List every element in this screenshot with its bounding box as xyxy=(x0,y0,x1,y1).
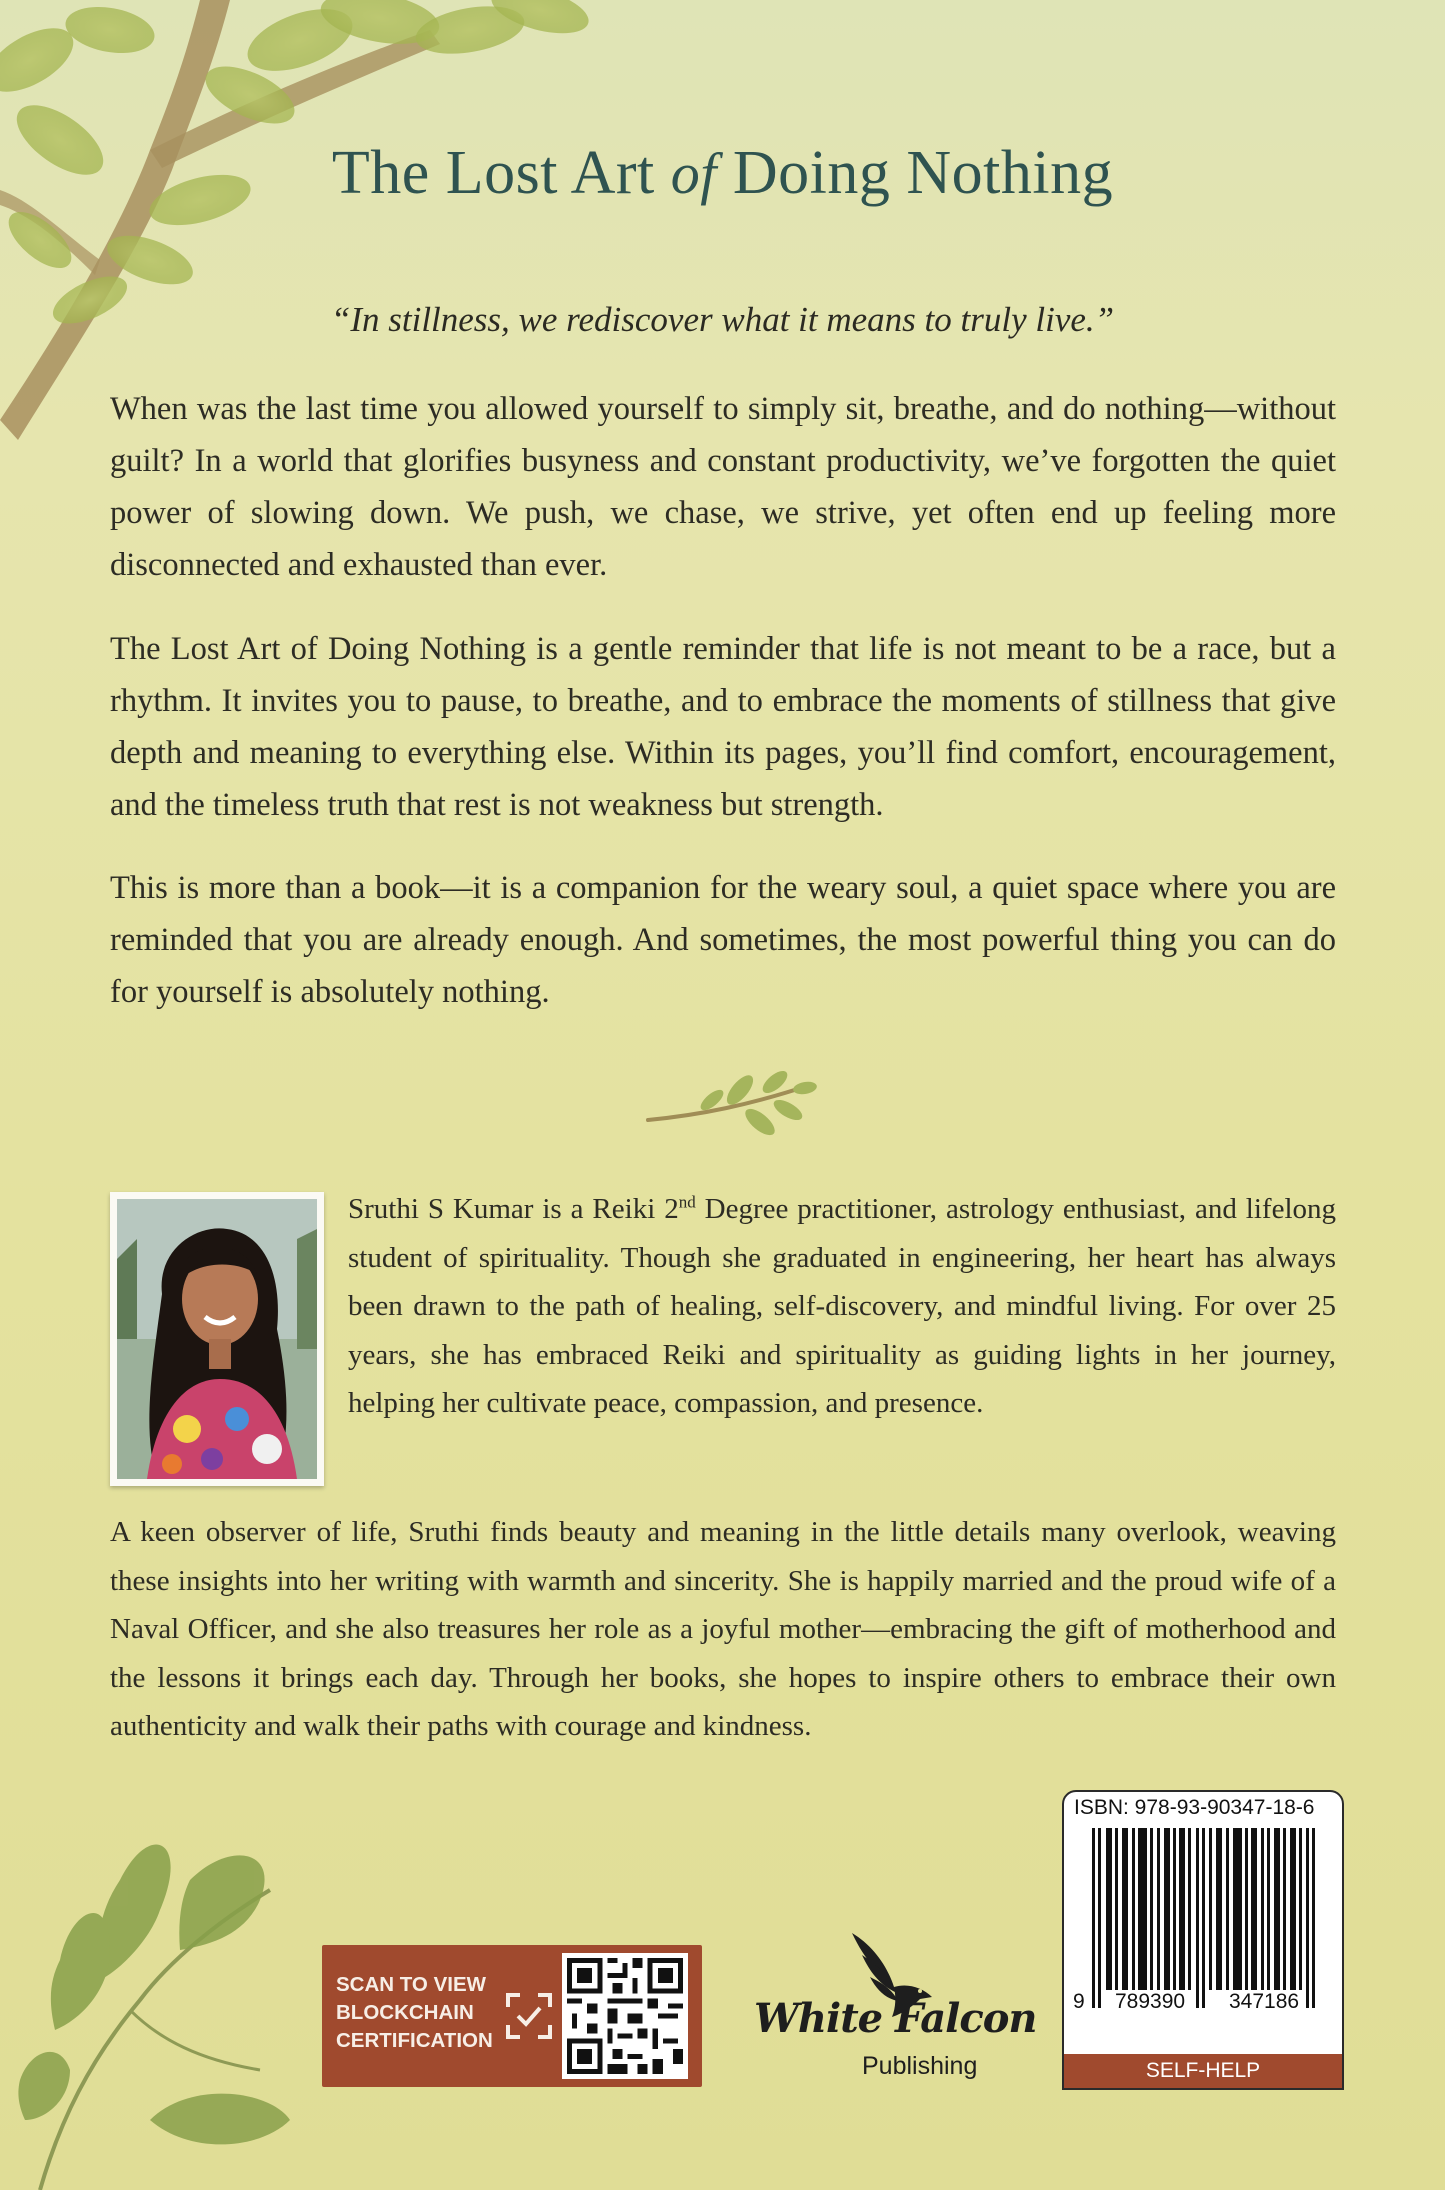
blurb-paragraph-2: The Lost Art of Doing Nothing is a gentle reminder that life is not meant to be a race, but a rhythm. It invites you to pause, to breathe, and to embrace the moments of stillness that give depth and meaning to everything else. Within its pages, you’ll find comfort, encouragement, and the timeless truth that rest is not weakness but strength. xyxy=(110,631,1336,823)
title-part-1: The Lost Art xyxy=(331,139,671,207)
blockchain-qr-badge[interactable] xyxy=(322,1945,702,2087)
isbn-digit-lead: 9 xyxy=(1070,1990,1088,2014)
publisher-logo xyxy=(752,1925,1037,2095)
blockchain-label xyxy=(336,1971,506,2055)
author-bio-1 xyxy=(348,1185,1336,1428)
isbn-label: ISBN: 978-93-90347-18-6 xyxy=(1074,1796,1315,1819)
author-photo xyxy=(110,1192,324,1486)
blurb-paragraph-1: When was the last time you allowed yourself to simply sit, breathe, and do nothing—without guilt? In a world that glorifies busyness and constant productivity, we’ve forgotten the quiet power of slowing down. We push, we chase, we strive, yet often end up feeling more disconnected and exhausted than ever. xyxy=(110,391,1336,583)
author-bio-2: A keen observer of life, Sruthi finds beauty and meaning in the little details many overlook, weaving these insights into her writing with warmth and sincerity. She is happily married and the proud wife of a Naval Officer, and she also treasures her role as a joyful mother—embracing the gift of motherhood and the lessons it brings each day. Through her books, she hopes to inspire others to embrace their own authenticity and walk their paths with courage and kindness. xyxy=(110,1516,1336,1742)
qr-code[interactable] xyxy=(562,1953,688,2079)
badge-line-3: CERTIFICATION xyxy=(336,2029,493,2052)
title-part-2: Doing Nothing xyxy=(716,139,1114,207)
tagline-quote: “In stillness, we rediscover what it means to truly live.” xyxy=(330,300,1115,339)
isbn-digits-right: 347186 xyxy=(1226,1990,1302,2014)
bio-text-a: Sruthi S Kumar is a Reiki 2 xyxy=(348,1193,679,1225)
leaf-sprig-icon xyxy=(640,1060,820,1150)
isbn-digits-left: 789390 xyxy=(1112,1990,1188,2014)
barcode xyxy=(1078,1828,1332,2008)
bio-text-b: Degree practitioner, astrology enthusiast, and lifelong student of spirituality. Though she graduated in engineering, her heart has always been drawn to the path of healing, self-discovery, and mindful living. For over 25 years, she has embraced Reiki and spirituality as guiding lights in her journey, helping her cultivate peace, compassion, and presence. xyxy=(348,1193,1336,1419)
book-title xyxy=(0,138,1445,209)
isbn-barcode-box xyxy=(1062,1790,1344,2090)
leaves-illustration xyxy=(0,1820,320,2190)
bio-superscript: nd xyxy=(678,1192,696,1212)
scan-check-icon xyxy=(504,1991,554,2041)
publisher-sub: Publishing xyxy=(862,2052,978,2080)
genre-label: SELF-HELP xyxy=(1064,2054,1342,2088)
publisher-name: White Falcon xyxy=(754,1995,1037,2042)
title-of: of xyxy=(670,141,717,206)
badge-line-2: BLOCKCHAIN xyxy=(336,2001,474,2024)
blurb-paragraph-3: This is more than a book—it is a companion for the weary soul, a quiet space where you are reminded that you are already enough. And sometimes, the most powerful thing you can do for yourself is absolutely nothing. xyxy=(110,870,1336,1010)
badge-line-1: SCAN TO VIEW xyxy=(336,1973,486,1996)
